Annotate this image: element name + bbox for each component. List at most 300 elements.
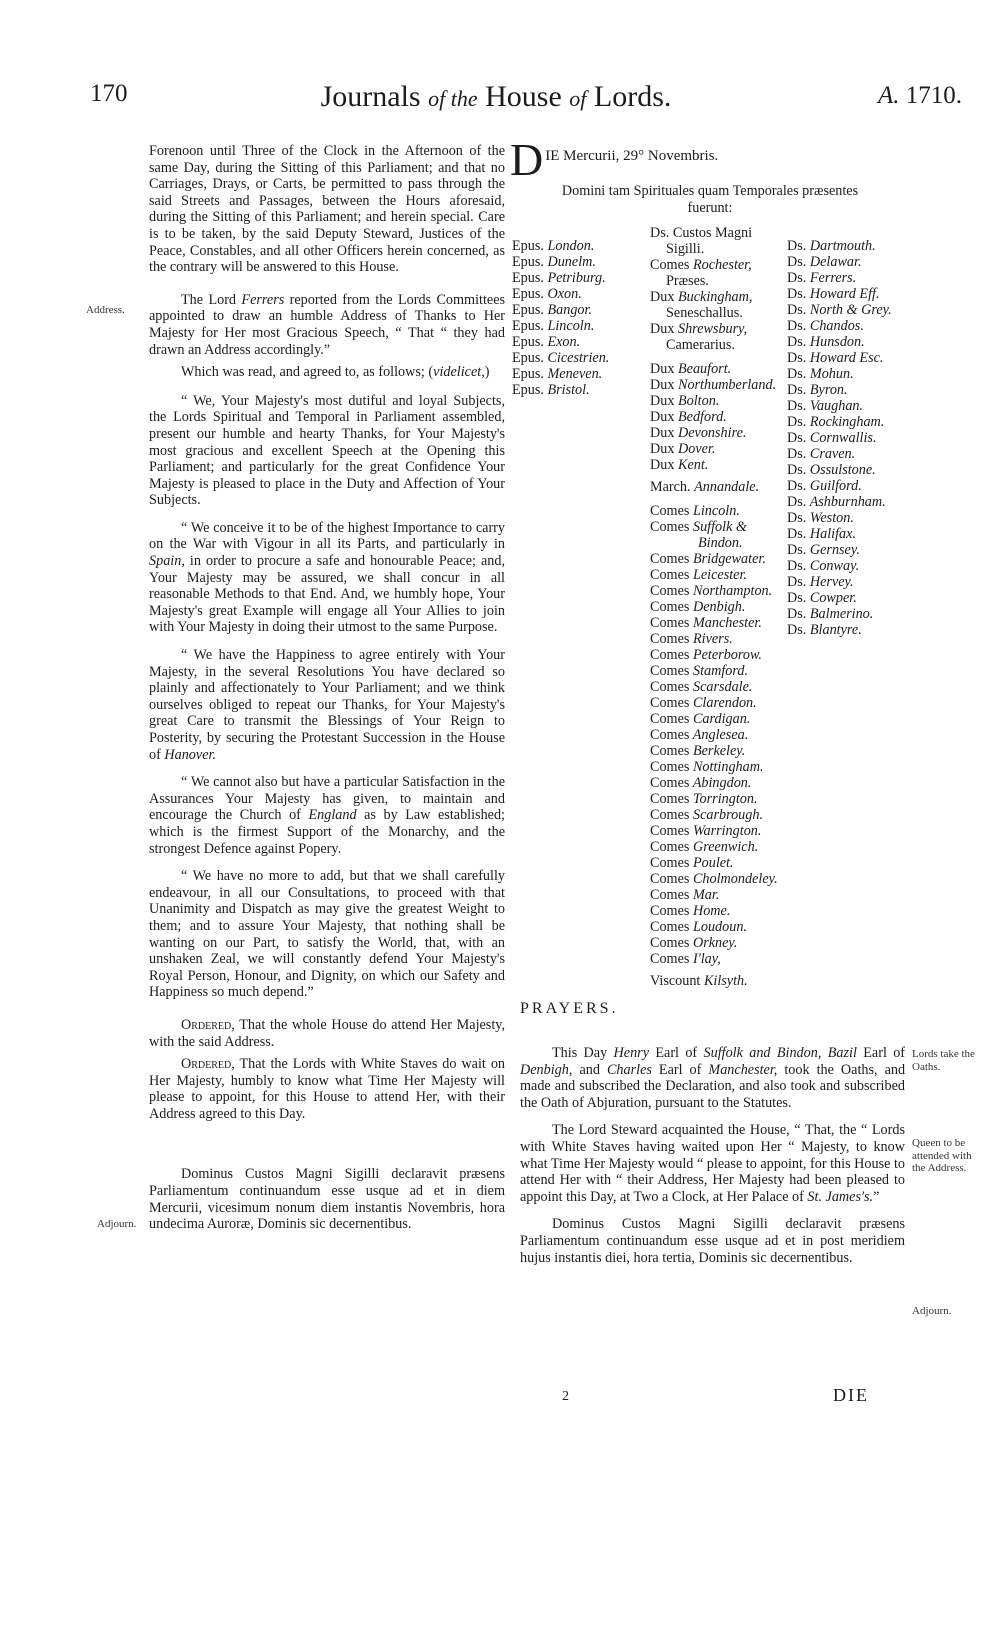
- earl-entry: [650, 727, 778, 743]
- baron-entry-name: Chandos.: [806, 318, 864, 334]
- baron-entry-title: Ds.: [787, 590, 807, 606]
- baron-entry-title: Ds.: [787, 366, 807, 382]
- left-column: [149, 143, 505, 1244]
- dukes-list: [650, 361, 778, 473]
- bishop-entry-title: Epus.: [512, 270, 544, 286]
- buckingham-name: Buckingham,: [677, 289, 753, 305]
- earl-entry: [650, 631, 778, 647]
- earl-entry: [650, 615, 778, 631]
- title-of: of: [569, 86, 587, 111]
- p2-spain: Spain,: [149, 553, 185, 570]
- die-date: IE Mercurii, 29° Novembris.: [545, 148, 719, 164]
- page-year: [878, 82, 962, 110]
- duke-entry-title: Dux: [650, 457, 675, 473]
- oath-henry: Henry: [613, 1045, 650, 1061]
- duke-entry: [650, 409, 778, 425]
- baron-entry-name: Ferrers.: [806, 270, 857, 286]
- duke-entry: [650, 393, 778, 409]
- earl-entry-title: Comes: [650, 727, 690, 743]
- duke-entry-name: Kent.: [674, 457, 709, 473]
- oath-text-f: took the Oaths, and made and subscribed the Declaration, and also took and subscribed the Oath of Abjuration, pursuant to the Statutes.: [520, 1061, 906, 1111]
- baron-entry-name: Hervey.: [806, 574, 854, 590]
- bishop-entry: [512, 366, 609, 382]
- praeses-line: Præses.: [666, 273, 709, 289]
- baron-entry-name: Craven.: [806, 446, 856, 462]
- baron-entry-title: Ds.: [787, 542, 807, 558]
- earl-entry-title: Comes: [650, 919, 690, 935]
- earl-entry: [650, 759, 778, 775]
- earl-entry-title: Comes: [650, 775, 690, 791]
- earl-entry-title: Comes: [650, 679, 690, 695]
- earl-entry: [650, 663, 778, 679]
- baron-entry-name: Cowper.: [806, 590, 857, 606]
- earl-entry-title: Comes: [650, 759, 690, 775]
- baron-entry-name: Byron.: [806, 382, 848, 398]
- earl-entry-title: Comes: [650, 711, 690, 727]
- earl-entry: [650, 871, 778, 887]
- bishop-entry: [512, 350, 609, 366]
- oath-suffolk: Suffolk and Bindon,: [703, 1045, 822, 1061]
- oath-text-b: Earl of: [655, 1045, 698, 1061]
- baron-entry-title: Ds.: [787, 510, 807, 526]
- oath-manchester: Manchester,: [708, 1061, 778, 1078]
- earl-entry: [650, 583, 778, 599]
- baron-entry-title: Ds.: [787, 286, 807, 302]
- bindon-line: Bindon.: [698, 535, 743, 551]
- earl-entry-name: Scarsdale.: [689, 679, 753, 695]
- oaths-paragraph: [520, 1045, 905, 1111]
- baron-entry: [787, 414, 892, 430]
- earl-entry: [650, 791, 778, 807]
- address-paragraph-2: [149, 520, 505, 636]
- p4-text-a: “ We cannot also but have a particular Satisfaction in the Assurances Your Majesty has given, to maintain and encourage the Church of: [149, 774, 505, 824]
- title-lords: Lords.: [593, 80, 672, 113]
- duke-entry-title: Dux: [650, 393, 675, 409]
- earl-entry-name: Rivers.: [689, 631, 733, 647]
- baron-entry-title: Ds.: [787, 254, 807, 270]
- duke-entry-title: Dux: [650, 409, 675, 425]
- earl-entry: [650, 743, 778, 759]
- baron-entry: [787, 622, 892, 638]
- march-name: Annandale.: [694, 479, 760, 495]
- duke-entry: [650, 457, 778, 473]
- earl-entry-name: Berkeley.: [689, 743, 746, 759]
- baron-entry: [787, 526, 892, 542]
- baron-entry: [787, 302, 892, 318]
- bishop-entry: [512, 302, 609, 318]
- baron-entry: [787, 318, 892, 334]
- earl-entry-name: Peterborow.: [689, 647, 762, 663]
- duke-entry-title: Dux: [650, 425, 675, 441]
- earl-entry-name: Northampton.: [689, 583, 773, 599]
- ordered-text-2: That the Lords with White Staves do wait on Her Majesty, humbly to know what Time Her Majesty will please to appoint, for this House to attend Her, with their Address agreed to this Day.: [149, 1056, 506, 1122]
- viscount-line: [650, 973, 778, 989]
- baron-entry: [787, 350, 892, 366]
- earl-entry-title: Comes: [650, 823, 690, 839]
- running-title: [0, 80, 992, 114]
- report-name-ferrers: Ferrers: [241, 291, 285, 308]
- earl-entry-name: Manchester.: [689, 615, 762, 631]
- baron-entry-name: Balmerino.: [806, 606, 874, 622]
- earls-list: [650, 551, 778, 967]
- bishop-entry: [512, 238, 609, 254]
- earl-entry-name: Mar.: [689, 887, 720, 903]
- ordered-paragraph-2: [149, 1056, 505, 1122]
- earl-entry-title: Comes: [650, 615, 690, 631]
- domini-heading: [510, 183, 910, 216]
- baron-entry-title: Ds.: [787, 478, 807, 494]
- earl-entry-title: Comes: [650, 599, 690, 615]
- rochester-name: Rochester,: [692, 257, 752, 273]
- bishop-entry-title: Epus.: [512, 382, 544, 398]
- earl-entry-name: Cholmondeley.: [689, 871, 778, 887]
- baron-entry: [787, 478, 892, 494]
- camerarius-line: Camerarius.: [666, 337, 735, 353]
- bishop-entry-name: London.: [543, 238, 595, 254]
- baron-entry: [787, 382, 892, 398]
- bishop-entry-name: Lincoln.: [543, 318, 595, 334]
- margin-note-adjourn-left: Adjourn.: [97, 1218, 137, 1230]
- baron-entry-name: Blantyre.: [806, 622, 862, 638]
- die-heading: [510, 134, 910, 185]
- bishop-entry-title: Epus.: [512, 286, 544, 302]
- baron-entry-title: Ds.: [787, 526, 807, 542]
- address-paragraph-3: [149, 647, 505, 763]
- steward-text-a: The Lord Steward acquainted the House, “ That, the “ Lords with White Staves having waited upon Her “ Majesty, to know what Time Her Majesty would “ please to appoint, for this House to attend Her with “ their Address, Her Majesty had been pleased to appoint this Day, at Two a Clock, at Her Palace of: [520, 1122, 905, 1205]
- ordered-word-2: Ordered,: [181, 1056, 235, 1073]
- duke-entry-name: Beaufort.: [674, 361, 732, 377]
- baron-entry-name: Mohun.: [806, 366, 854, 382]
- bishop-entry-name: Meneven.: [543, 366, 603, 382]
- earl-entry: [650, 903, 778, 919]
- earl-entry-title: Comes: [650, 551, 690, 567]
- baron-entry-title: Ds.: [787, 318, 807, 334]
- margin-note-address: Address.: [86, 304, 125, 316]
- baron-entry-name: Conway.: [806, 558, 860, 574]
- baron-entry-title: Ds.: [787, 270, 807, 286]
- baron-entry-title: Ds.: [787, 462, 807, 478]
- earl-entry-title: Comes: [650, 839, 690, 855]
- barons-list: [787, 238, 892, 638]
- earl-entry-name: Warrington.: [689, 823, 762, 839]
- earl-entry-name: Leicester.: [689, 567, 747, 583]
- baron-entry: [787, 574, 892, 590]
- viscount-title: Viscount: [650, 973, 701, 989]
- baron-entry-title: Ds.: [787, 622, 807, 638]
- year-value: 1710.: [905, 82, 962, 109]
- baron-entry: [787, 398, 892, 414]
- oath-text-c: Earl of: [863, 1045, 906, 1061]
- earl-entry-name: Nottingham.: [689, 759, 764, 775]
- ordered-text-1: That the whole House do attend Her Majesty, with the said Address.: [149, 1016, 505, 1050]
- march-line: [650, 479, 778, 495]
- baron-entry-title: Ds.: [787, 494, 807, 510]
- baron-entry: [787, 510, 892, 526]
- baron-entry-title: Ds.: [787, 334, 807, 350]
- earl-entry-name: Scarbrough.: [689, 807, 763, 823]
- bishop-entry: [512, 270, 609, 286]
- baron-entry-name: Weston.: [806, 510, 854, 526]
- duke-entry-title: Dux: [650, 441, 675, 457]
- bishops-list: [512, 238, 609, 398]
- duke-entry-name: Northumberland.: [674, 377, 777, 393]
- baron-entry: [787, 590, 892, 606]
- catchword: DIE: [833, 1385, 869, 1405]
- baron-entry-name: Howard Eff.: [806, 286, 880, 302]
- margin-note-queen: Queen to be attended with the Address.: [912, 1137, 972, 1174]
- duke-entry-name: Devonshire.: [674, 425, 747, 441]
- bishop-entry-name: Petriburg.: [543, 270, 606, 286]
- earl-entry: [650, 775, 778, 791]
- read-text-b: ): [484, 364, 490, 381]
- duke-entry-name: Bedford.: [674, 409, 727, 425]
- lords-middle-list: [650, 225, 778, 989]
- baron-entry: [787, 366, 892, 382]
- baron-entry-title: Ds.: [787, 382, 807, 398]
- read-videlicet: videlicet,: [433, 364, 485, 381]
- duke-entry-title: Dux: [650, 361, 675, 377]
- adjourn-paragraph-right: Dominus Custos Magni Sigilli declaravit præsens Parliamentum continuandum esse usque ad et in post meridiem hujus instantis diei, hora tertia, Dominis sic decernentibus.: [520, 1216, 905, 1266]
- prayers-heading: PRAYERS.: [520, 1000, 619, 1017]
- earl-entry: [650, 935, 778, 951]
- earl-entry-name: Anglesea.: [689, 727, 749, 743]
- baron-entry-name: Rockingham.: [806, 414, 885, 430]
- earl-entry-title: Comes: [650, 951, 690, 967]
- baron-entry-name: Dartmouth.: [806, 238, 876, 254]
- earl-entry: [650, 887, 778, 903]
- earl-entry-title: Comes: [650, 503, 690, 519]
- rochester-line: [650, 257, 778, 273]
- earl-entry: [650, 919, 778, 935]
- oath-text-d: and: [579, 1061, 600, 1078]
- earl-entry: [650, 647, 778, 663]
- earl-entry: [650, 695, 778, 711]
- read-text-a: Which was read, and agreed to, as follows; (: [181, 364, 434, 381]
- address-paragraph-1: “ We, Your Majesty's most dutiful and loyal Subjects, the Lords Spiritual and Temporal in Parliament assembled, present our humble and hearty Thanks, for Your Majesty's most gracious and excellent Speech at the Opening this Parliament; and particularly for the great Confidence Your Majesty is pleased to place in the Duty and Affection of Your Subjects.: [149, 392, 505, 509]
- baron-entry-title: Ds.: [787, 398, 807, 414]
- duke-entry-name: Dover.: [674, 441, 716, 457]
- duke-entry: [650, 441, 778, 457]
- baron-entry-title: Ds.: [787, 606, 807, 622]
- earl-entry-name: Greenwich.: [689, 839, 759, 855]
- earl-entry-title: Comes: [650, 583, 690, 599]
- earl-entry-name: Cardigan.: [689, 711, 751, 727]
- p4-text-b: as by Law established; which is the firmest Support of the Monarchy, and the strongest Defence against Popery.: [149, 807, 505, 857]
- earl-entry: [650, 551, 778, 567]
- baron-entry: [787, 270, 892, 286]
- baron-entry-name: Delawar.: [806, 254, 862, 270]
- duke-entry-title: Dux: [650, 377, 675, 393]
- address-paragraph-4: [149, 774, 505, 857]
- bishop-entry-title: Epus.: [512, 334, 544, 350]
- buckingham-line: [650, 289, 778, 305]
- bishop-entry: [512, 318, 609, 334]
- adjourn-paragraph-left: Dominus Custos Magni Sigilli declaravit præsens Parliamentum continuandum esse usque ad et in diem Mercurii, vicesimum nonum diem instantis Novembris, hora undecima Auroræ, Dominis sic decernentibus.: [149, 1166, 505, 1233]
- earl-entry-title: Comes: [650, 663, 690, 679]
- earl-entry: [650, 567, 778, 583]
- earl-entry: [650, 679, 778, 695]
- report-text-a: The Lord: [181, 291, 237, 308]
- baron-entry-title: Ds.: [787, 350, 807, 366]
- earl-entry: [650, 807, 778, 823]
- earl-entry-name: Abingdon.: [689, 775, 752, 791]
- earl-entry-name: Loudoun.: [689, 919, 747, 935]
- baron-entry: [787, 462, 892, 478]
- seneschallus-line: Seneschallus.: [666, 305, 743, 321]
- earl-entry: [650, 855, 778, 871]
- baron-entry-name: Halifax.: [806, 526, 856, 542]
- earl-entry-title: Comes: [650, 567, 690, 583]
- duke-entry-name: Bolton.: [674, 393, 720, 409]
- report-text-b: reported from the Lords Committees appointed to draw an humble Address of Thanks to Her Majesty for Her most Gracious Speech, “ That “ they had drawn an Address accordingly.”: [149, 291, 506, 358]
- baron-entry: [787, 286, 892, 302]
- duke-entry: [650, 361, 778, 377]
- earl-entry-title: Comes: [650, 695, 690, 711]
- duke-entry: [650, 425, 778, 441]
- oath-bazil: Bazil: [827, 1045, 857, 1061]
- earl-entry: [650, 503, 778, 519]
- steward-st-james: St. James's.: [807, 1188, 874, 1205]
- p4-england: England: [308, 807, 357, 824]
- ordered-paragraph-1: [149, 1017, 505, 1050]
- baron-entry-name: North & Grey.: [806, 302, 892, 318]
- earl-entry-name: Denbigh.: [689, 599, 746, 615]
- baron-entry-name: Cornwallis.: [806, 430, 877, 446]
- earl-entry-title: Comes: [650, 631, 690, 647]
- title-of-the: of the: [428, 86, 478, 111]
- bishop-entry: [512, 286, 609, 302]
- year-letter: A.: [877, 82, 900, 109]
- signature-mark: 2: [562, 1389, 569, 1404]
- bishop-entry: [512, 254, 609, 270]
- earl-entry: [650, 839, 778, 855]
- steward-text-b: ”: [873, 1188, 880, 1205]
- baron-entry: [787, 430, 892, 446]
- baron-entry-title: Ds.: [787, 302, 807, 318]
- baron-entry-title: Ds.: [787, 446, 807, 462]
- bishop-entry-title: Epus.: [512, 350, 544, 366]
- bishop-entry-name: Exon.: [543, 334, 581, 350]
- bishop-entry-name: Bristol.: [543, 382, 590, 398]
- oath-text-a: This Day: [552, 1045, 608, 1061]
- earl-entry: [650, 951, 778, 967]
- baron-entry: [787, 446, 892, 462]
- earl-entry: [650, 711, 778, 727]
- domini-line-2: fuerunt:: [687, 199, 733, 216]
- earl-entry-name: Lincoln.: [689, 503, 740, 519]
- custos-line-2: Sigilli.: [666, 241, 705, 257]
- baron-entry-name: Howard Esc.: [806, 350, 884, 366]
- baron-entry-name: Gernsey.: [806, 542, 860, 558]
- baron-entry: [787, 254, 892, 270]
- oath-denbigh: Denbigh,: [520, 1061, 573, 1078]
- oath-charles: Charles: [606, 1061, 652, 1078]
- baron-entry-name: Hunsdon.: [806, 334, 865, 350]
- bishop-entry-name: Oxon.: [543, 286, 582, 302]
- baron-entry: [787, 542, 892, 558]
- title-journals: Journals: [320, 80, 421, 113]
- earl-entry-name: Clarendon.: [689, 695, 757, 711]
- margin-note-oaths: Lords take the Oaths.: [912, 1048, 975, 1073]
- earl-entry-name: Torrington.: [689, 791, 758, 807]
- earl-entry: [650, 519, 778, 535]
- earl-entry-title: Comes: [650, 871, 690, 887]
- earl-entry-title: Comes: [650, 855, 690, 871]
- bishop-entry-name: Dunelm.: [543, 254, 596, 270]
- opening-paragraph: Forenoon until Three of the Clock in the Afternoon of the same Day, during the Sitting of this Parliament; and that no Carriages, Drays, or Carts, be permitted to pass through the said Streets and Passages, between the Hours aforesaid, during the Sitting of this Parliament; and herein special. Care is to be taken, by the said Deputy Steward, Justices of the Peace, Constables, and all other Officers herein concerned, as the contrary will be answered to this House.: [149, 143, 505, 276]
- baron-entry-name: Ashburnham.: [806, 494, 886, 510]
- right-column: [520, 1045, 905, 1277]
- address-report-paragraph: [149, 292, 505, 358]
- shrewsbury-name: Shrewsbury,: [677, 321, 748, 337]
- earl-entry-title: Comes: [650, 791, 690, 807]
- earl-entry-title: Comes: [650, 519, 690, 535]
- baron-entry-title: Ds.: [787, 414, 807, 430]
- baron-entry: [787, 334, 892, 350]
- die-initial: D: [510, 134, 544, 185]
- earl-entry-title: Comes: [650, 743, 690, 759]
- bishop-entry-title: Epus.: [512, 238, 544, 254]
- p2-text-a: “ We conceive it to be of the highest Importance to carry on the War with Vigour in all its Parts, and particularly in: [149, 519, 505, 553]
- earls-list-first: [650, 503, 778, 535]
- title-house: House: [485, 80, 562, 113]
- earl-entry: [650, 599, 778, 615]
- baron-entry-title: Ds.: [787, 430, 807, 446]
- steward-paragraph: [520, 1122, 905, 1205]
- rochester-title: Comes: [650, 257, 690, 273]
- p3-text-a: “ We have the Happiness to agree entirely with Your Majesty, in the several Resolutions You have declared so plainly and affectionately to Your Parliament; and we think ourselves obliged to repeat our Thanks, for Your Majesty's great Care to transmit the Blessings of Your Reign to Posterity, by securing the Protestant Succession in the House of: [149, 647, 505, 763]
- address-paragraph-5: “ We have no more to add, but that we shall carefully endeavour, in all our Consultations, to proceed with that Unanimity and Dispatch as may give the greatest Weight to them; and to assure Your Majesty, that nothing shall be wanting on our Part, to satisfy the World, that, with an unshaken Zeal, we will constantly defend Your Majesty's Royal Person, Honour, and Dignity, on which our Safety and Happiness so much depend.”: [149, 868, 505, 1001]
- earl-entry-name: Suffolk &: [689, 519, 747, 535]
- duke-entry: [650, 377, 778, 393]
- earl-entry-name: Home.: [689, 903, 731, 919]
- buckingham-title: Dux: [650, 289, 675, 305]
- read-agreed-paragraph: [149, 364, 505, 381]
- baron-entry: [787, 238, 892, 254]
- earl-entry-title: Comes: [650, 887, 690, 903]
- earl-entry-name: Poulet.: [689, 855, 734, 871]
- bishop-entry: [512, 382, 609, 398]
- baron-entry: [787, 494, 892, 510]
- baron-entry-name: Ossulstone.: [806, 462, 876, 478]
- earl-entry-name: Bridgewater.: [689, 551, 766, 567]
- bishop-entry: [512, 334, 609, 350]
- baron-entry: [787, 558, 892, 574]
- baron-entry: [787, 606, 892, 622]
- march-title: March.: [650, 479, 691, 495]
- earl-entry-title: Comes: [650, 807, 690, 823]
- earl-entry-title: Comes: [650, 903, 690, 919]
- bishop-entry-title: Epus.: [512, 302, 544, 318]
- baron-entry-name: Guilford.: [806, 478, 862, 494]
- shrewsbury-title: Dux: [650, 321, 675, 337]
- page-number: 170: [90, 80, 128, 107]
- baron-entry-title: Ds.: [787, 238, 807, 254]
- earl-entry-title: Comes: [650, 935, 690, 951]
- baron-entry-title: Ds.: [787, 574, 807, 590]
- baron-entry-name: Vaughan.: [806, 398, 864, 414]
- shrewsbury-line: [650, 321, 778, 337]
- bishop-entry-title: Epus.: [512, 318, 544, 334]
- p3-hanover: Hanover.: [164, 746, 216, 763]
- baron-entry-title: Ds.: [787, 558, 807, 574]
- ordered-word-1: Ordered,: [181, 1016, 235, 1033]
- bishop-entry-title: Epus.: [512, 366, 544, 382]
- custos-line-1: Ds. Custos Magni: [650, 225, 753, 241]
- earl-entry-name: I'lay,: [689, 951, 721, 967]
- domini-line-1: Domini tam Spirituales quam Temporales præsentes: [561, 183, 859, 199]
- earl-entry-name: Stamford.: [689, 663, 749, 679]
